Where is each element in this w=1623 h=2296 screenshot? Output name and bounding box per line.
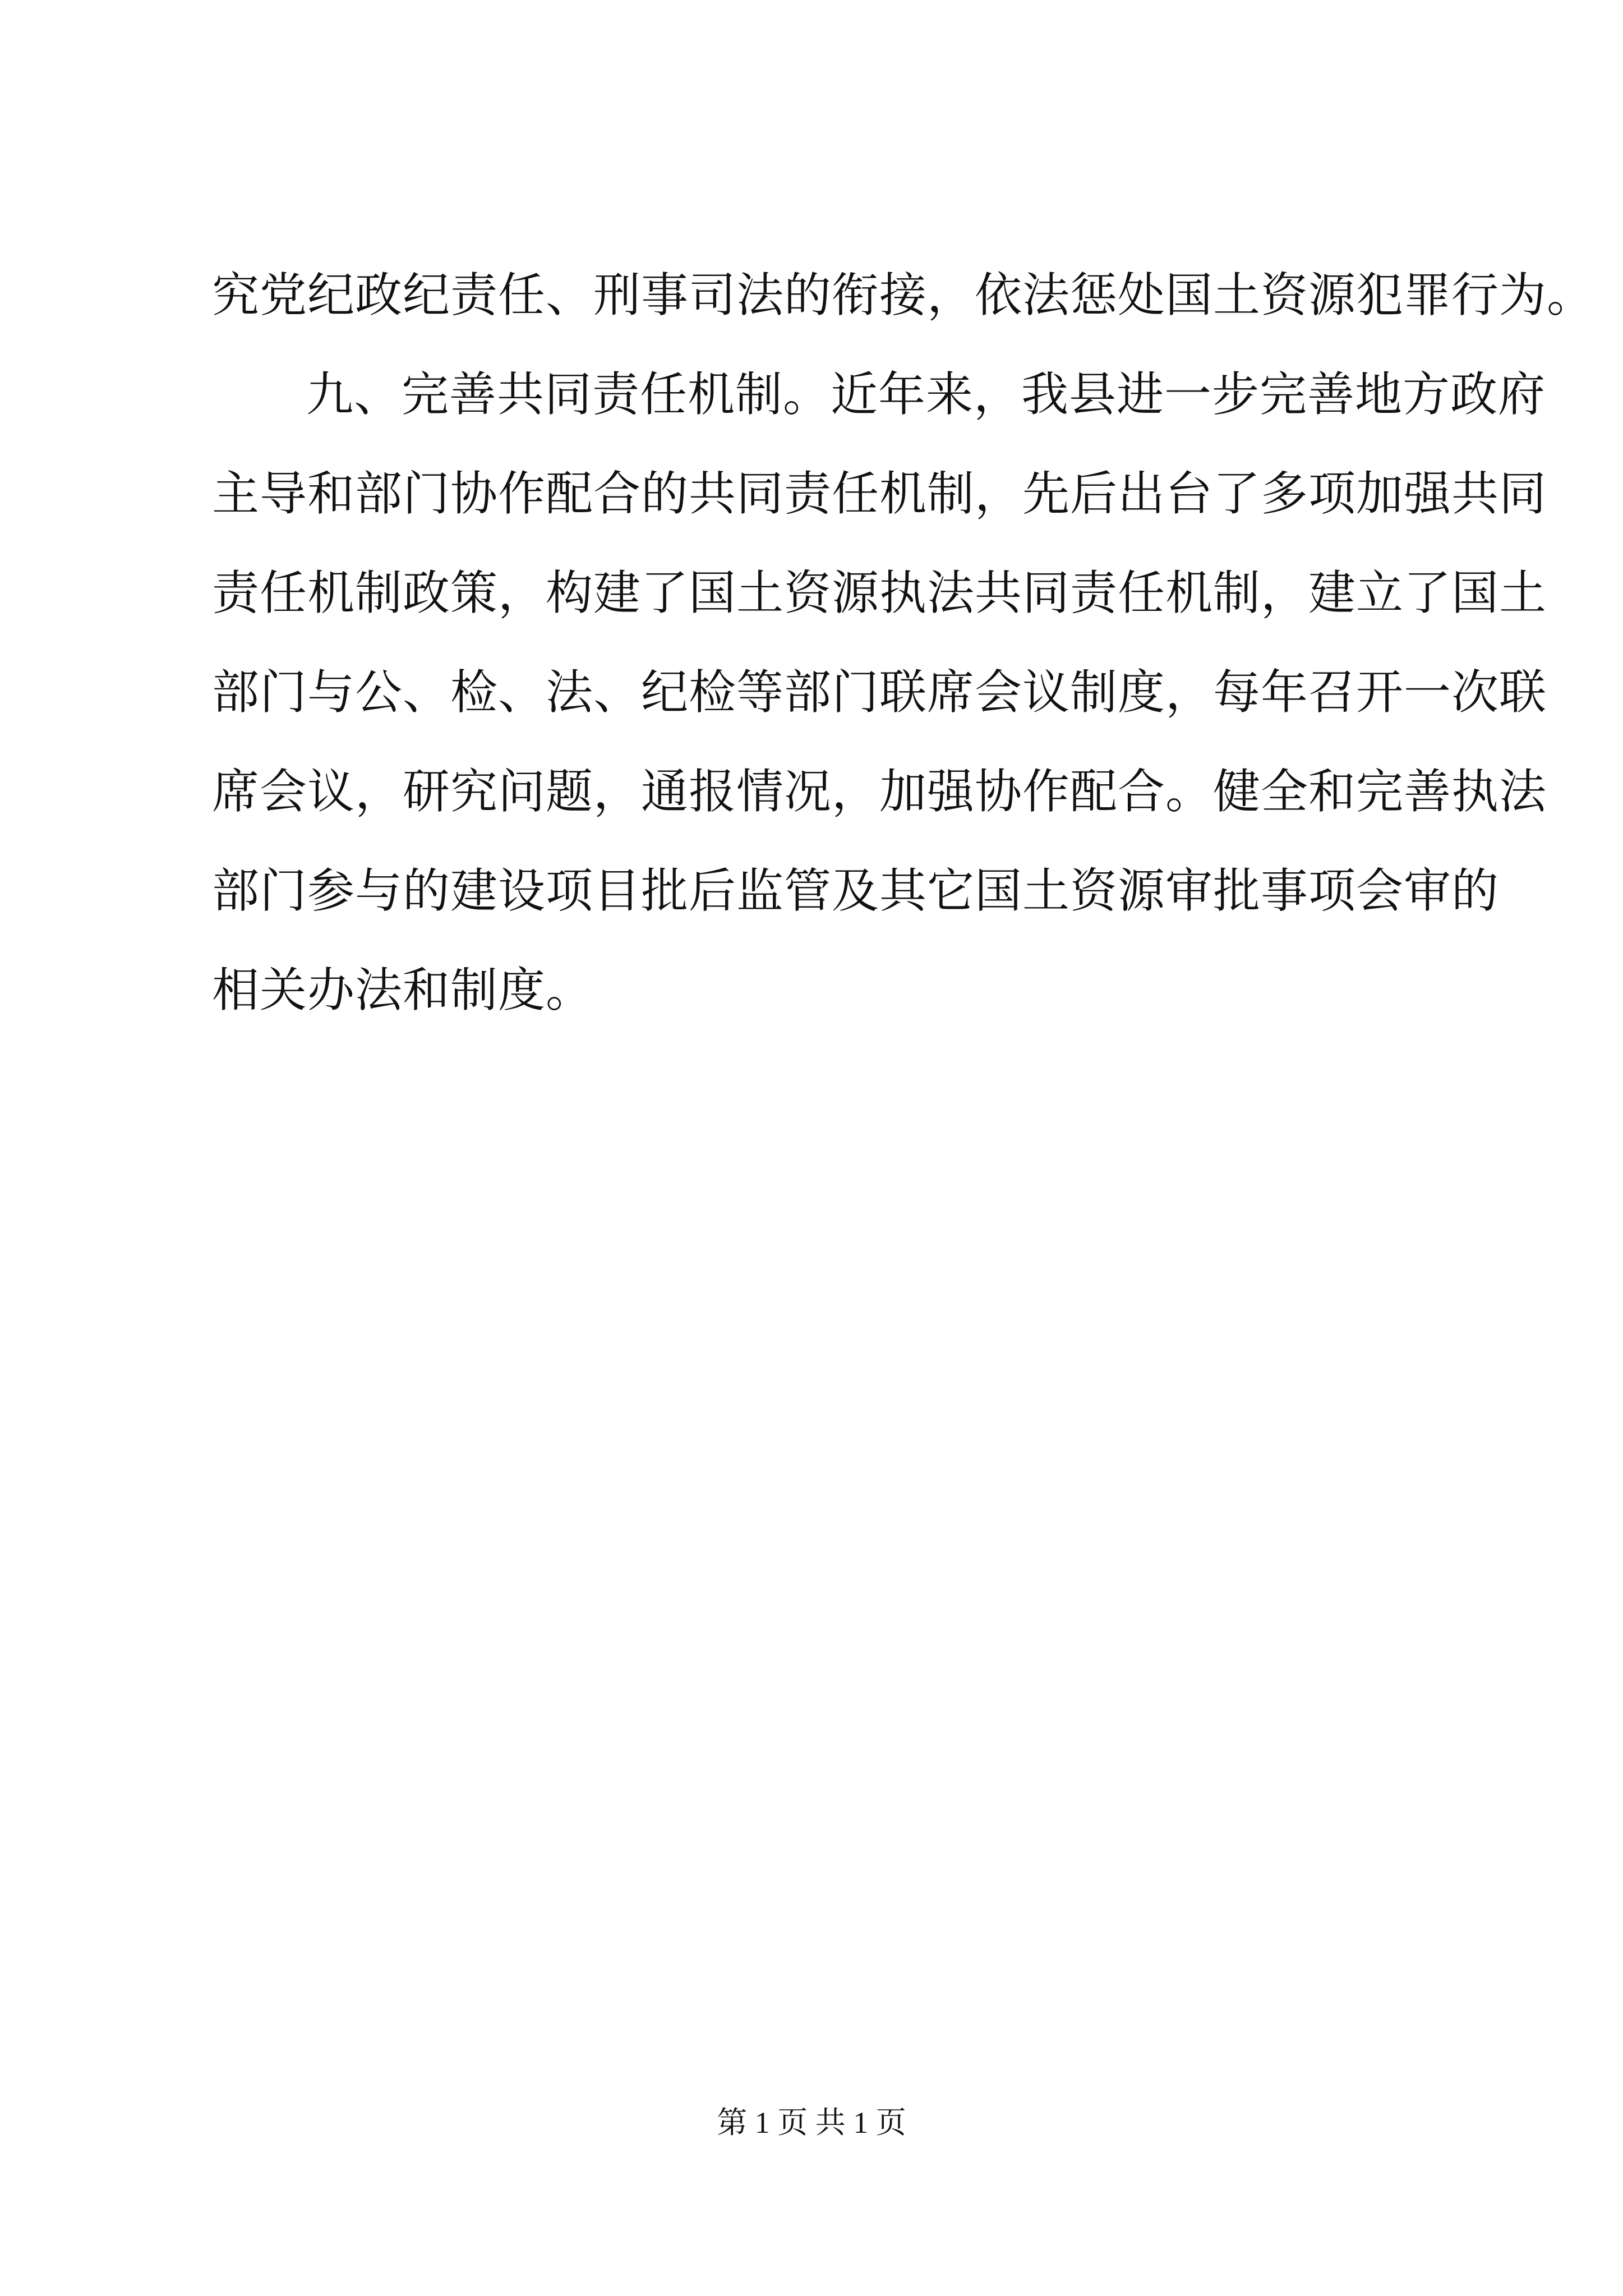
body-text — [212, 246, 1595, 1040]
text-line-4: 责任机制政策，构建了国土资源执法共同责任机制，建立了国土 — [212, 565, 1547, 620]
text-line-1: 究党纪政纪责任、刑事司法的衔接，依法惩处国土资源犯罪行为。 — [212, 268, 1595, 323]
text-line-3: 主导和部门协作配合的共同责任机制，先后出台了多项加强共同 — [212, 466, 1547, 521]
page-footer: 第 1 页 共 1 页 — [717, 2106, 906, 2139]
text-line-6: 席会议，研究问题，通报情况，加强协作配合。健全和完善执法 — [212, 764, 1547, 819]
text-line-8: 相关办法和制度。 — [212, 963, 594, 1018]
text-line-5: 部门与公、检、法、纪检等部门联席会议制度，每年召开一次联 — [212, 665, 1547, 720]
text-line-7: 部门参与的建设项目批后监管及其它国土资源审批事项会审的 — [212, 863, 1500, 918]
text-line-2: 九、完善共同责任机制。近年来，我县进一步完善地方政府 — [306, 367, 1546, 422]
